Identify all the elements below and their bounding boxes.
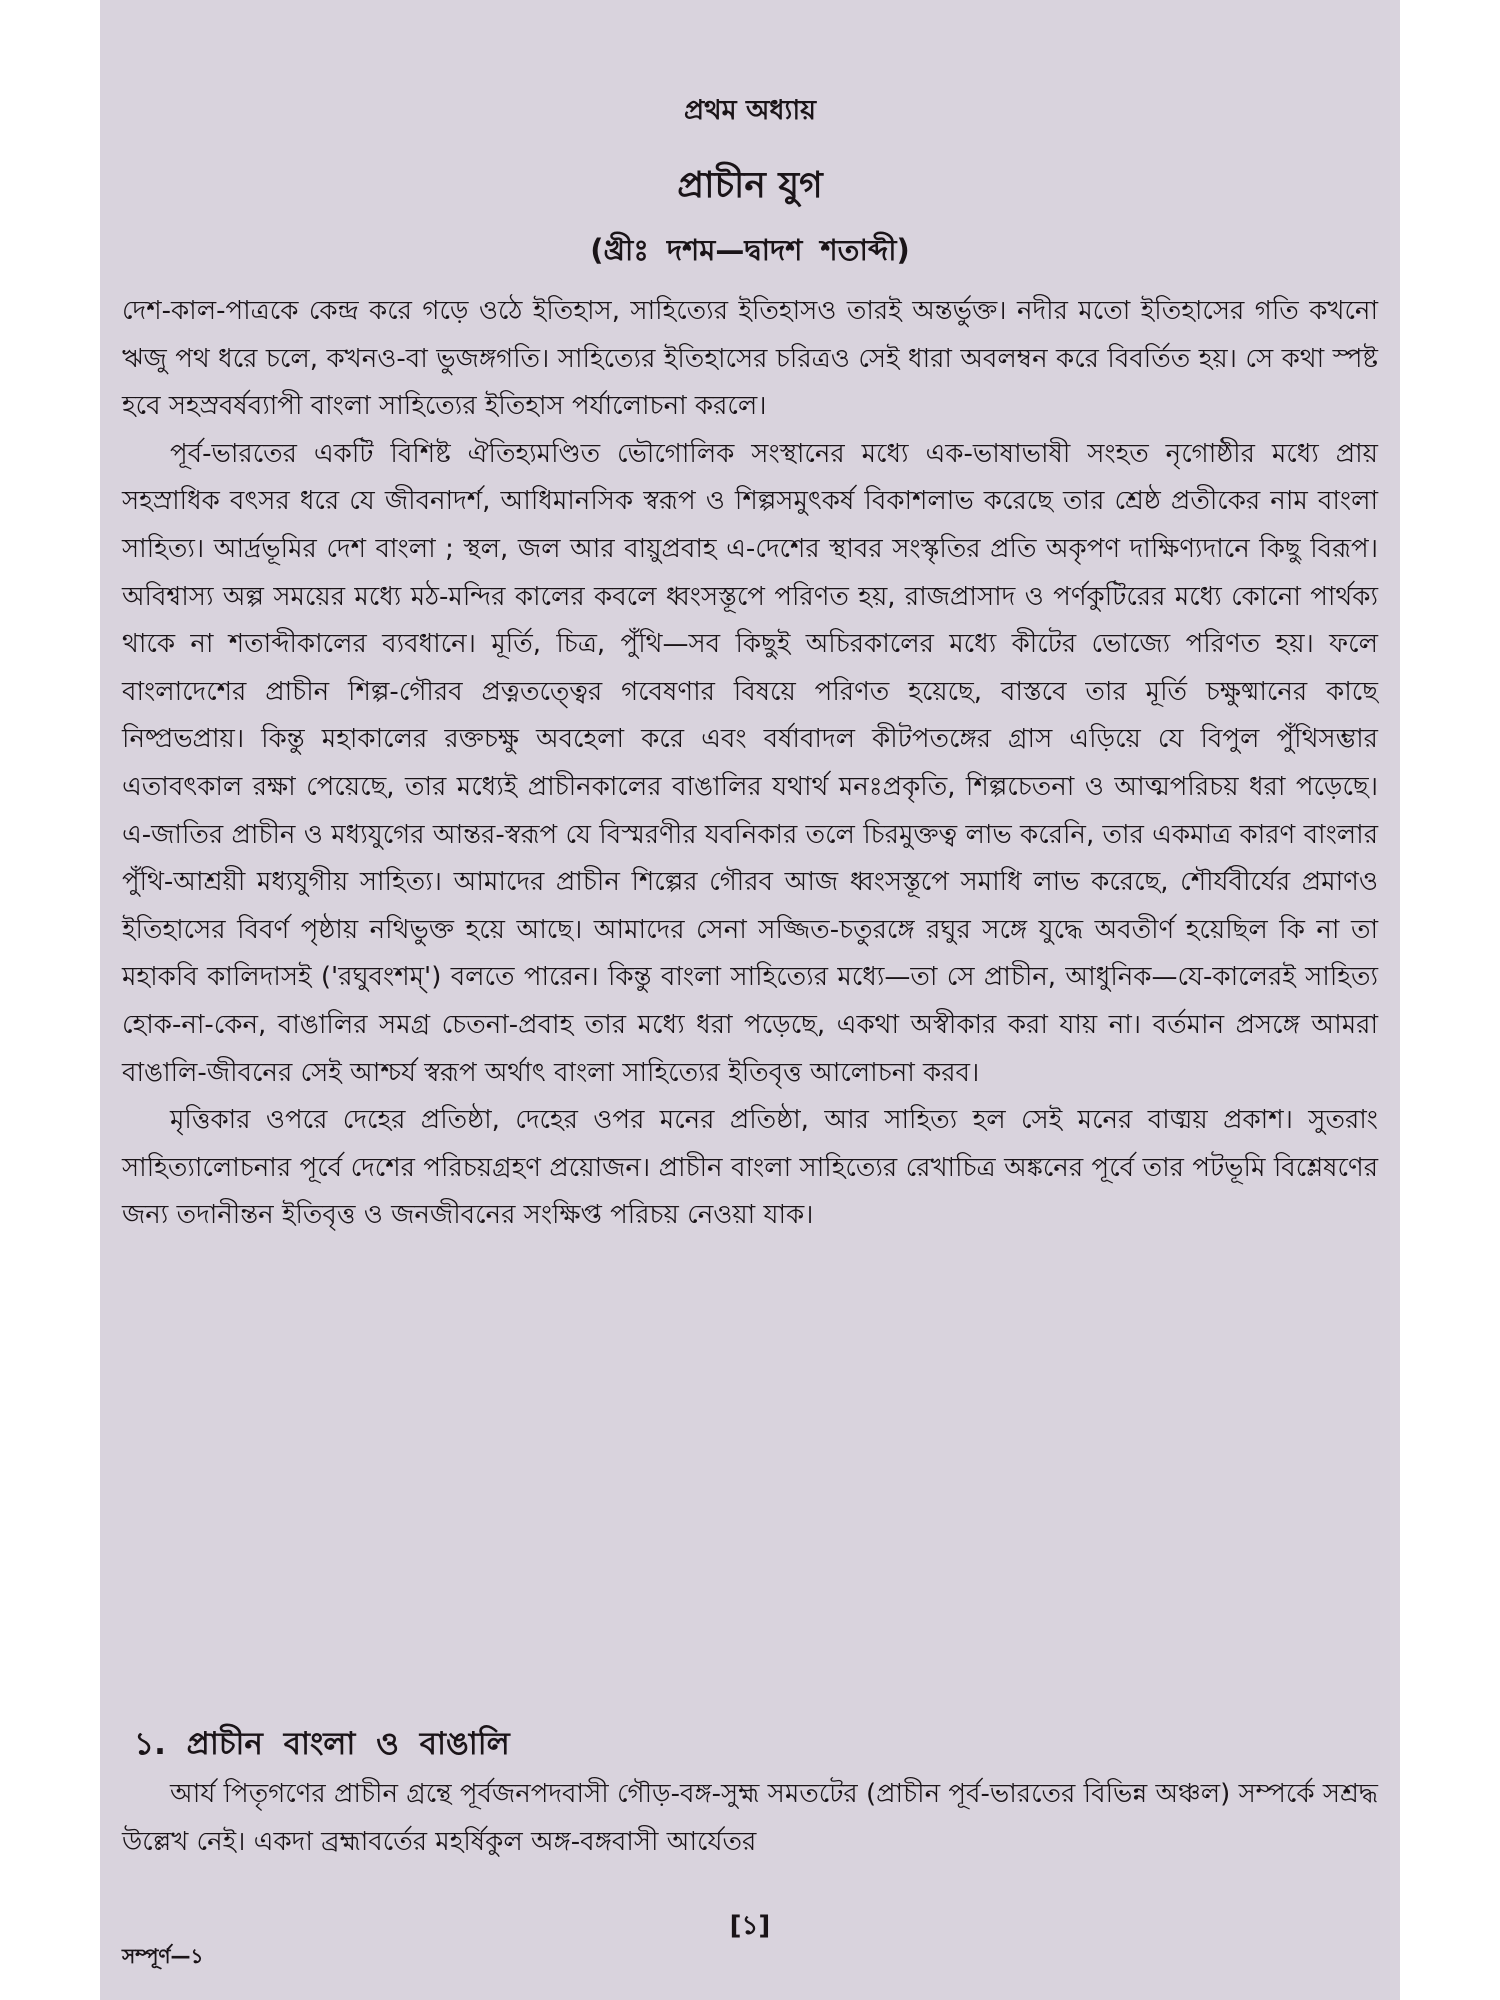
chapter-body [122,288,1378,1240]
paragraph-3: মৃত্তিকার ওপরে দেহের প্রতিষ্ঠা, দেহের ওপর মনের প্রতিষ্ঠা, আর সাহিত্য হল সেই মনের বাঙ্ময় প্রকাশ। সুতরাং সাহিত্যালোচনার পূর্বে দেশের পরিচয়গ্রহণ প্রয়োজন। প্রাচীন বাংলা সাহিত্যের রেখাচিত্র অঙ্কনের পূর্বে তার পটভূমি বিশ্লেষণের জন্য তদানীন্তন ইতিবৃত্ত ও জনজীবনের সংক্ষিপ্ত পরিচয় নেওয়া যাক। [122,1105,1378,1231]
section-heading: ১. প্রাচীন বাংলা ও বাঙালি [134,1726,510,1762]
page-number: [১] [729,1911,771,1941]
chapter-title: প্রাচীন যুগ [677,165,823,206]
chapter-period: (খ্রীঃ দশম—দ্বাদশ শতাব্দী) [590,233,910,267]
paragraph-1: দেশ-কাল-পাত্রকে কেন্দ্র করে গড়ে ওঠে ইতিহাস, সাহিত্যের ইতিহাসও তারই অন্তর্ভুক্ত। নদীর মতো ইতিহাসের গতি কখনো ঋজু পথ ধরে চলে, কখনও-বা ভুজঙ্গগতি। সাহিত্যের ইতিহাসের চরিত্রও সেই ধারা অবলম্বন করে বিবর্তিত হয়। সে কথা স্পষ্ট হবে সহস্রবর্ষব্যাপী বাংলা সাহিত্যের ইতিহাস পর্যালোচনা করলে। [122,296,1378,422]
signature-mark: সম্পূর্ণ—১ [122,1944,204,1968]
section-paragraph: আর্য পিতৃগণের প্রাচীন গ্রন্থে পূর্বজনপদবাসী গৌড়-বঙ্গ-সুহ্ম সমতটের (প্রাচীন পূর্ব-ভারতের বিভিন্ন অঞ্চল) সম্পর্কে সশ্রদ্ধ উল্লেখ নেই। একদা ব্রহ্মাবর্তের মহর্ষিকুল অঙ্গ-বঙ্গবাসী আর্যেতর [122,1779,1378,1857]
paragraph-2: পূর্ব-ভারতের একটি বিশিষ্ট ঐতিহ্যমণ্ডিত ভৌগোলিক সংস্থানের মধ্যে এক-ভাষাভাষী সংহত নৃগোষ্ঠীর মধ্যে প্রায় সহস্রাধিক বৎসর ধরে যে জীবনাদর্শ, আধিমানসিক স্বরূপ ও শিল্পসমুৎকর্ষ বিকাশলাভ করেছে তার শ্রেষ্ঠ প্রতীকের নাম বাংলা সাহিত্য। আর্দ্রভূমির দেশ বাংলা ; স্থল, জল আর বায়ুপ্রবাহ এ-দেশের স্থাবর সংস্কৃতির প্রতি অকৃপণ দাক্ষিণ্যদানে কিছু বিরূপ। অবিশ্বাস্য অল্প সময়ের মধ্যে মঠ-মন্দির কালের কবলে ধ্বংসস্তূপে পরিণত হয়, রাজপ্রাসাদ ও পর্ণকুটিরের মধ্যে কোনো পার্থক্য থাকে না শতাব্দীকালের ব্যবধানে। মূর্তি, চিত্র, পুঁথি—সব কিছুই অচিরকালের মধ্যে কীটের ভোজ্যে পরিণত হয়। ফলে বাংলাদেশের প্রাচীন শিল্প-গৌরব প্রত্নতত্ত্বের গবেষণার বিষয়ে পরিণত হয়েছে, বাস্তবে তার মূর্তি চক্ষুষ্মানের কাছে নিষ্প্রভপ্রায়। কিন্তু মহাকালের রক্তচক্ষু অবহেলা করে এবং বর্ষাবাদল কীটপতঙ্গের গ্রাস এড়িয়ে যে বিপুল পুঁথিসম্ভার এতাবৎকাল রক্ষা পেয়েছে, তার মধ্যেই প্রাচীনকালের বাঙালির যথার্থ মনঃপ্রকৃতি, শিল্পচেতনা ও আত্মপরিচয় ধরা পড়েছে। এ-জাতির প্রাচীন ও মধ্যযুগের আন্তর-স্বরূপ যে বিস্মরণীর যবনিকার তলে চিরমুক্তত্ব লাভ করেনি, তার একমাত্র কারণ বাংলার পুঁথি-আশ্রয়ী মধ্যযুগীয় সাহিত্য। আমাদের প্রাচীন শিল্পের গৌরব আজ ধ্বংসস্তূপে সমাধি লাভ করেছে, শৌর্যবীর্যের প্রমাণও ইতিহাসের বিবর্ণ পৃষ্ঠায় নথিভুক্ত হয়ে আছে। আমাদের সেনা সজ্জিত-চতুরঙ্গে রঘুর সঙ্গে যুদ্ধে অবতীর্ণ হয়েছিল কি না তা মহাকবি কালিদাসই ('রঘুবংশম্') বলতে পারেন। কিন্তু বাংলা সাহিত্যের মধ্যে—তা সে প্রাচীন, আধুনিক—যে-কালেরই সাহিত্য হোক-না-কেন, বাঙালির সমগ্র চেতনা-প্রবাহ তার মধ্যে ধরা পড়েছে, একথা অস্বীকার করা যায় না। বর্তমান প্রসঙ্গে আমরা বাঙালি-জীবনের সেই আশ্চর্য স্বরূপ অর্থাৎ বাংলা সাহিত্যের ইতিবৃত্ত আলোচনা করব। [122,438,1378,1088]
book-page [100,0,1400,2000]
chapter-heading: প্রথম অধ্যায় [683,95,817,126]
section-body [122,1770,1378,1866]
